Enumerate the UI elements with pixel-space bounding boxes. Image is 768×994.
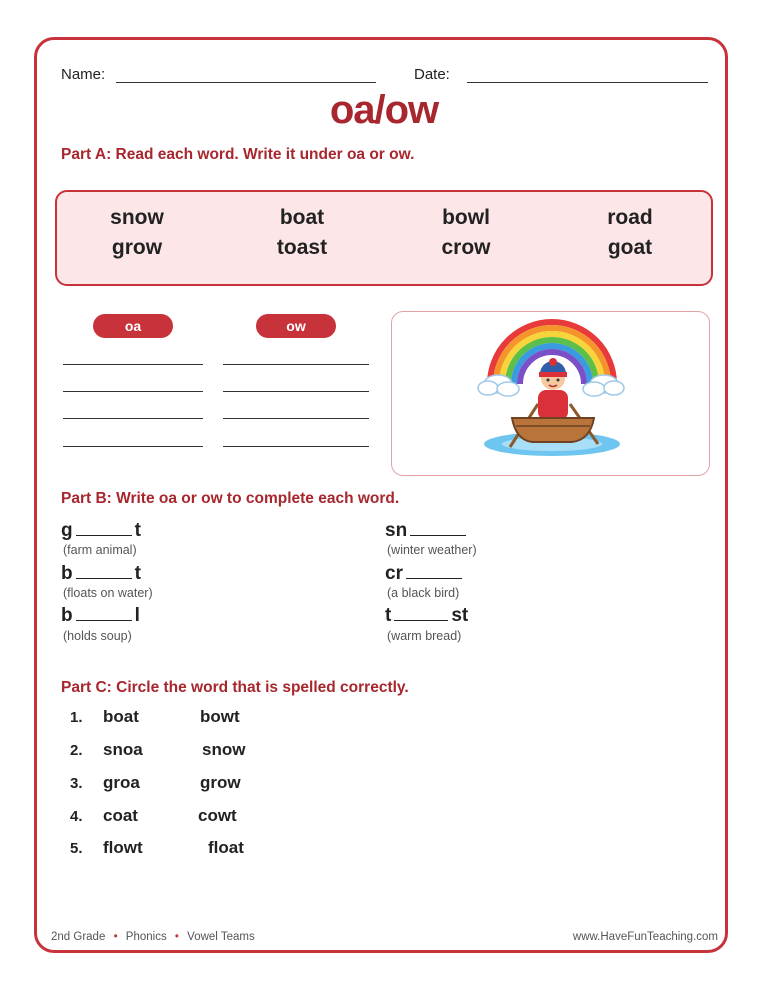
ow-write-line[interactable] [223, 418, 369, 419]
choice-word[interactable]: snow [202, 740, 246, 759]
fill-word-item [61, 563, 141, 585]
page-title: oa/ow [329, 88, 439, 132]
ow-write-line[interactable] [223, 364, 369, 365]
word-hint: (a black bird) [387, 586, 460, 600]
answer-blank[interactable] [76, 578, 132, 579]
choice-word[interactable]: cowt [198, 806, 237, 825]
word-hint: (floats on water) [63, 586, 153, 600]
bank-word: bowl [442, 206, 490, 229]
subject-tag: Phonics [125, 931, 167, 943]
choice-word[interactable]: groa [103, 773, 140, 792]
fill-word-item [61, 605, 140, 627]
choice-word[interactable]: float [208, 838, 244, 857]
word-suffix: t [134, 563, 141, 584]
bullet-separator: • [113, 931, 118, 943]
choice-word[interactable]: coat [103, 806, 138, 825]
fill-word-item [385, 520, 469, 542]
item-number: 2. [70, 742, 83, 759]
oa-write-line[interactable] [63, 446, 203, 447]
choice-word[interactable]: flowt [103, 838, 143, 857]
choice-word[interactable]: bowt [200, 707, 240, 726]
choice-word[interactable]: boat [103, 707, 139, 726]
word-prefix: b [61, 563, 73, 584]
boy-rowing-boat-illustration [392, 312, 708, 474]
oa-column-badge: oa [93, 314, 173, 338]
bank-word: snow [110, 206, 164, 229]
word-hint: (holds soup) [63, 629, 132, 643]
bank-word: road [607, 206, 653, 229]
ow-write-line[interactable] [223, 446, 369, 447]
word-prefix: b [61, 605, 73, 626]
grade-tag: 2nd Grade [51, 931, 106, 943]
word-suffix: st [451, 605, 469, 626]
answer-blank[interactable] [394, 620, 448, 621]
fill-word-item [385, 605, 468, 627]
part-a-heading: Part A: Read each word. Write it under oa or ow. [61, 146, 415, 163]
part-c-heading: Part C: Circle the word that is spelled correctly. [61, 679, 409, 696]
name-field-line[interactable] [116, 82, 376, 83]
word-prefix: g [61, 520, 73, 541]
date-label: Date: [414, 66, 450, 83]
item-number: 1. [70, 709, 83, 726]
bank-word: toast [276, 236, 328, 259]
word-hint: (winter weather) [387, 543, 477, 557]
topic-tag: Vowel Teams [187, 931, 255, 943]
item-number: 5. [70, 840, 83, 857]
website-link[interactable]: www.HaveFunTeaching.com [572, 931, 718, 943]
illustration-box [391, 311, 710, 476]
date-field-line[interactable] [467, 82, 708, 83]
word-prefix: t [385, 605, 392, 626]
choice-word[interactable]: snoa [103, 740, 143, 759]
part-b-heading: Part B: Write oa or ow to complete each word. [61, 490, 400, 507]
item-number: 4. [70, 808, 83, 825]
answer-blank[interactable] [410, 535, 466, 536]
fill-word-item [385, 563, 465, 585]
ow-column-badge: ow [256, 314, 336, 338]
word-hint: (farm animal) [63, 543, 137, 557]
oa-write-line[interactable] [63, 364, 203, 365]
word-prefix: cr [385, 563, 403, 584]
oa-write-line[interactable] [63, 391, 203, 392]
fill-word-item [61, 520, 141, 542]
word-suffix: l [134, 605, 140, 626]
word-hint: (warm bread) [387, 629, 462, 643]
choice-word[interactable]: grow [200, 773, 241, 792]
bullet-separator: • [174, 931, 179, 943]
bank-word: crow [441, 236, 491, 259]
answer-blank[interactable] [76, 535, 132, 536]
bank-word: goat [607, 236, 653, 259]
word-suffix: t [134, 520, 141, 541]
oa-write-line[interactable] [63, 418, 203, 419]
name-label: Name: [61, 66, 106, 83]
ow-write-line[interactable] [223, 391, 369, 392]
word-prefix: sn [385, 520, 408, 541]
answer-blank[interactable] [76, 620, 132, 621]
item-number: 3. [70, 775, 83, 792]
footer-tags [51, 931, 255, 943]
bank-word: grow [111, 236, 163, 259]
answer-blank[interactable] [406, 578, 462, 579]
bank-word: boat [279, 206, 325, 229]
